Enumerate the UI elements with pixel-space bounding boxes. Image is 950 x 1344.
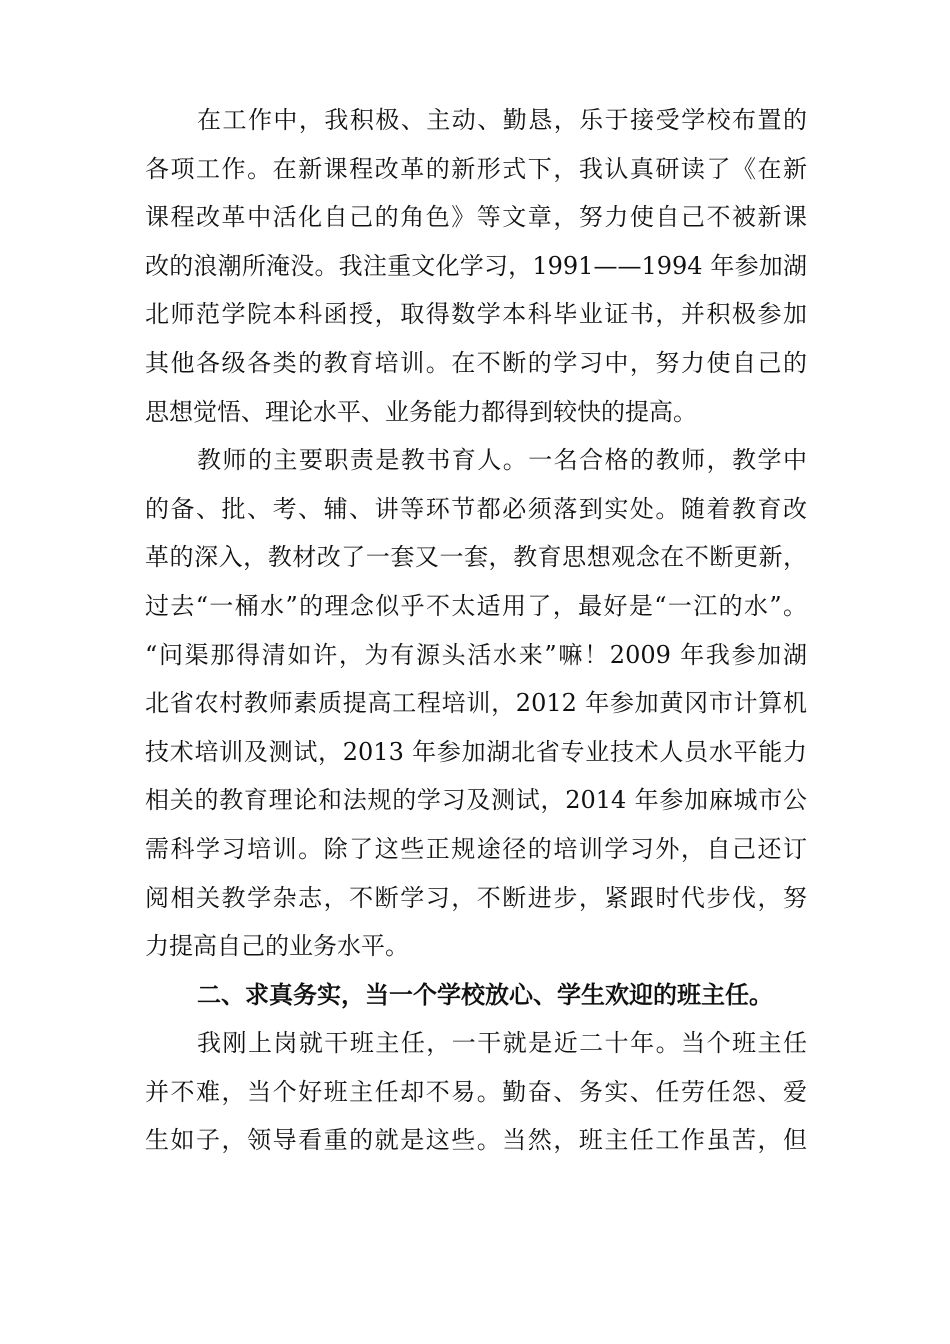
paragraph-2-line-6: 北省农村教师素质提高工程培训，2012 年参加黄冈市计算机 [145, 689, 807, 718]
paragraph-1-line-6: 其他各级各类的教育培训。在不断的学习中，努力使自己的 [145, 348, 807, 377]
paragraph-1-line-7: 思想觉悟、理论水平、业务能力都得到较快的提高。 [145, 397, 697, 426]
paragraph-3-line-1: 我刚上岗就干班主任，一干就是近二十年。当个班主任 [197, 1029, 807, 1058]
document-body [145, 96, 807, 1165]
paragraph-1-line-5: 北师范学院本科函授，取得数学本科毕业证书，并积极参加 [145, 300, 807, 329]
paragraph-2-line-1: 教师的主要职责是教书育人。一名合格的教师，教学中 [197, 446, 807, 475]
paragraph-2-line-8: 相关的教育理论和法规的学习及测试，2014 年参加麻城市公 [145, 786, 807, 815]
paragraph-1-line-1: 在工作中，我积极、主动、勤恳，乐于接受学校布置的 [197, 106, 807, 134]
paragraph-2-line-5: “问渠那得清如许，为有源头活水来”嘛！2009 年我参加湖 [145, 640, 807, 669]
paragraph-2-line-7: 技术培训及测试，2013 年参加湖北省专业技术人员水平能力 [145, 737, 807, 766]
paragraph-2-line-10: 阅相关教学杂志，不断学习，不断进步，紧跟时代步伐，努 [145, 883, 807, 912]
paragraph-2-line-9: 需科学习培训。除了这些正规途径的培训学习外，自己还订 [145, 834, 807, 863]
paragraph-1-line-4: 改的浪潮所淹没。我注重文化学习，1991——1994 年参加湖 [145, 251, 807, 280]
paragraph-2-line-4: 过去“一桶水”的理念似乎不太适用了，最好是“一江的水”。 [145, 591, 807, 620]
paragraph-3-line-3: 生如子，领导看重的就是这些。当然，班主任工作虽苦，但 [145, 1126, 807, 1155]
paragraph-2-line-11: 力提高自己的业务水平。 [145, 932, 409, 961]
paragraph-2-line-2: 的备、批、考、辅、讲等环节都必须落到实处。随着教育改 [145, 494, 807, 523]
paragraph-3-line-2: 并不难，当个好班主任却不易。勤奋、务实、任劳任怨、爱 [145, 1077, 807, 1106]
paragraph-1-line-2: 各项工作。在新课程改革的新形式下，我认真研读了《在新 [145, 154, 807, 183]
paragraph-1-line-3: 课程改革中活化自己的角色》等文章，努力使自己不被新课 [145, 203, 807, 232]
paragraph-2-line-3: 革的深入，教材改了一套又一套，教育思想观念在不断更新， [145, 543, 807, 572]
section-heading: 二、求真务实，当一个学校放心、学生欢迎的班主任。 [197, 980, 773, 1009]
